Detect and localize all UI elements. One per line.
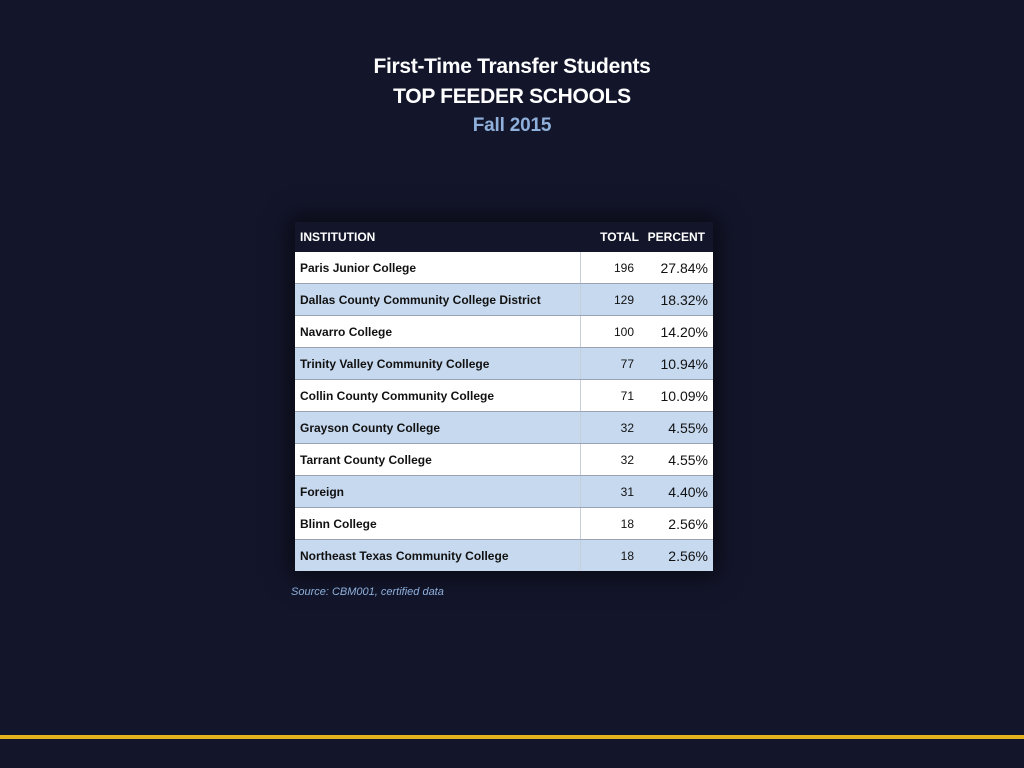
cell-institution: Paris Junior College [295, 252, 581, 283]
source-note: Source: CBM001, certified data [291, 586, 444, 598]
cell-institution: Collin County Community College [295, 380, 581, 411]
cell-institution: Tarrant County College [295, 444, 581, 475]
feeder-schools-table [295, 222, 713, 571]
cell-total: 18 [620, 516, 634, 531]
cell-institution: Northeast Texas Community College [295, 540, 581, 571]
cell-total: 129 [613, 292, 634, 307]
table-row [295, 348, 713, 380]
table-row [295, 316, 713, 348]
page-heading: TOP FEEDER SCHOOLS [393, 85, 631, 108]
cell-total: 77 [620, 356, 634, 371]
table-row [295, 476, 713, 508]
header-percent: PERCENT [647, 230, 705, 244]
header-total: TOTAL [600, 230, 639, 244]
cell-percent: 10.94% [660, 355, 708, 372]
table-header [295, 222, 713, 252]
header-institution: INSTITUTION [300, 230, 376, 244]
page-subtitle: Fall 2015 [472, 115, 552, 136]
cell-percent: 27.84% [660, 259, 708, 276]
table-row [295, 284, 713, 316]
cell-institution: Blinn College [295, 508, 581, 539]
cell-institution: Grayson County College [295, 412, 581, 443]
footer-accent-bar [0, 735, 1024, 739]
table-row [295, 380, 713, 412]
table-row [295, 412, 713, 444]
cell-total: 18 [620, 548, 634, 563]
cell-percent: 4.55% [668, 451, 708, 468]
cell-institution: Trinity Valley Community College [295, 348, 581, 379]
title-block [0, 52, 1024, 140]
cell-institution: Dallas County Community College District [295, 284, 581, 315]
cell-total: 100 [613, 324, 634, 339]
cell-total: 31 [620, 484, 634, 499]
cell-total: 32 [620, 420, 634, 435]
table-row [295, 252, 713, 284]
cell-total: 196 [613, 260, 634, 275]
cell-percent: 4.40% [668, 483, 708, 500]
cell-percent: 4.55% [668, 419, 708, 436]
cell-percent: 10.09% [660, 387, 708, 404]
page-title: First-Time Transfer Students [373, 55, 651, 78]
cell-total: 32 [620, 452, 634, 467]
cell-percent: 14.20% [660, 323, 708, 340]
cell-percent: 18.32% [660, 291, 708, 308]
cell-institution: Navarro College [295, 316, 581, 347]
cell-total: 71 [620, 388, 634, 403]
cell-institution: Foreign [295, 476, 581, 507]
cell-percent: 2.56% [668, 547, 708, 564]
table-row [295, 444, 713, 476]
cell-percent: 2.56% [668, 515, 708, 532]
table-row [295, 508, 713, 540]
table-row [295, 540, 713, 571]
